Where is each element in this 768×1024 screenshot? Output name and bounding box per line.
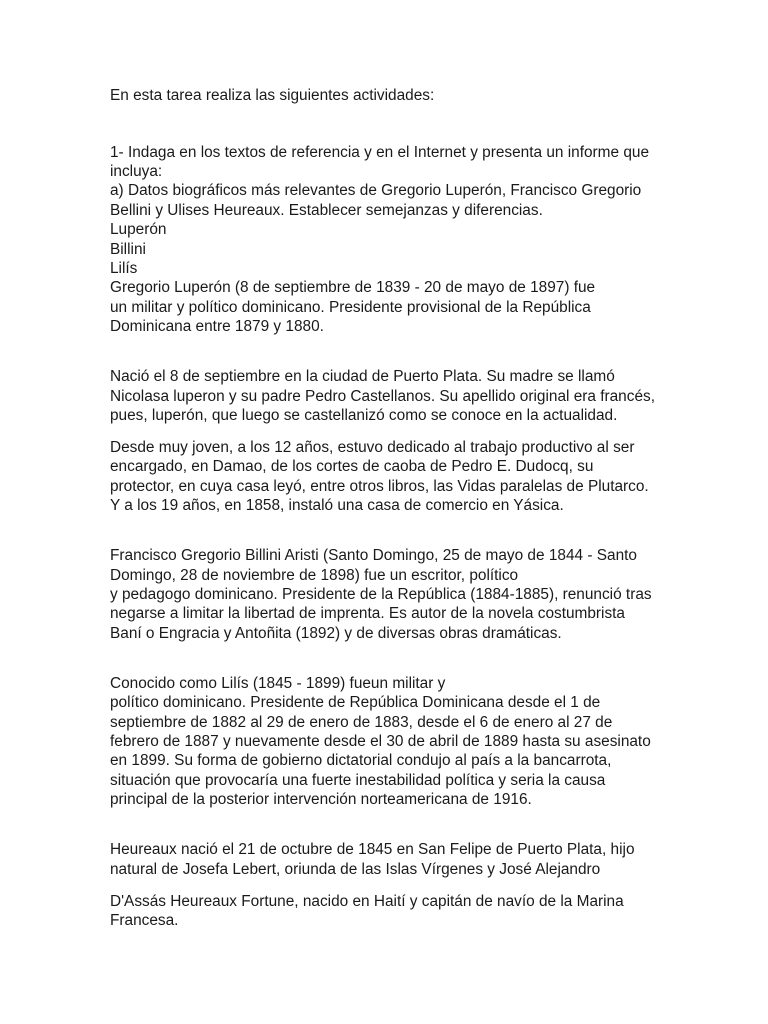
paragraph-line: Desde muy joven, a los 12 años, estuvo dedicado al trabajo productivo al ser	[110, 439, 635, 456]
paragraph-line: en 1899. Su forma de gobierno dictatorial condujo al país a la bancarrota,	[110, 752, 612, 769]
paragraph-line: situación que provocaría una fuerte inestabilidad política y seria la causa	[110, 772, 606, 789]
paragraph-line: encargado, en Damao, de los cortes de caoba de Pedro E. Dudocq, su	[110, 458, 594, 475]
task-line: 1- Indaga en los textos de referencia y en el Internet y presenta un informe que	[110, 144, 650, 161]
paragraph-line: pues, luperón, que luego se castellanizó como se conoce en la actualidad.	[110, 407, 618, 424]
task-line: Gregorio Luperón (8 de septiembre de 1839 - 20 de mayo de 1897) fue	[110, 279, 596, 296]
task-line: Dominicana entre 1879 y 1880.	[110, 318, 324, 335]
task-line: incluya:	[110, 163, 163, 180]
paragraph-line: principal de la posterior intervención norteamericana de 1916.	[110, 791, 532, 808]
paragraph-line: septiembre de 1882 al 29 de enero de 1883, desde el 6 de enero al 27 de	[110, 714, 613, 731]
paragraph-line: Domingo, 28 de noviembre de 1898) fue un escritor, político	[110, 567, 519, 584]
paragraph-line: negarse a limitar la libertad de imprenta. Es autor de la novela costumbrista	[110, 605, 625, 622]
task-line: Bellini y Ulises Heureaux. Establecer semejanzas y diferencias.	[110, 202, 543, 219]
paragraph-line: febrero de 1887 y nuevamente desde el 30 de abril de 1889 hasta su asesinato	[110, 733, 651, 750]
task-line: Lilís	[110, 260, 138, 277]
paragraph-line: Francisco Gregorio Billini Aristi (Santo Domingo, 25 de mayo de 1844 - Santo	[110, 547, 637, 564]
task-line: Billini	[110, 241, 146, 258]
paragraph-line: Francesa.	[110, 912, 179, 929]
task-line: a) Datos biográficos más relevantes de Gregorio Luperón, Francisco Gregorio	[110, 182, 642, 199]
paragraph-line: Nicolasa luperon y su padre Pedro Castellanos. Su apellido original era francés,	[110, 388, 655, 405]
paragraph-line: y pedagogo dominicano. Presidente de la República (1884-1885), renunció tras	[110, 586, 652, 603]
paragraph-line: Nació el 8 de septiembre en la ciudad de Puerto Plata. Su madre se llamó	[110, 368, 615, 385]
paragraph-line: Heureaux nació el 21 de octubre de 1845 en San Felipe de Puerto Plata, hijo	[110, 841, 635, 858]
paragraph-line: Y a los 19 años, en 1858, instaló una casa de comercio en Yásica.	[110, 497, 564, 514]
paragraph-line: natural de Josefa Lebert, oriunda de las Islas Vírgenes y José Alejandro	[110, 861, 601, 878]
paragraph-line: protector, en cuya casa leyó, entre otros libros, las Vidas paralelas de Plutarco.	[110, 478, 649, 495]
paragraph-line: Baní o Engracia y Antoñita (1892) y de diversas obras dramáticas.	[110, 625, 562, 642]
task-line: Luperón	[110, 221, 167, 238]
paragraph-line: D'Assás Heureaux Fortune, nacido en Haití y capitán de navío de la Marina	[110, 893, 624, 910]
paragraph-line: político dominicano. Presidente de República Dominicana desde el 1 de	[110, 694, 601, 711]
intro-line: En esta tarea realiza las siguientes actividades:	[110, 87, 435, 104]
paragraph-line: Conocido como Lilís (1845 - 1899) fueun militar y	[110, 675, 446, 692]
task-line: un militar y político dominicano. Presidente provisional de la República	[110, 299, 591, 316]
